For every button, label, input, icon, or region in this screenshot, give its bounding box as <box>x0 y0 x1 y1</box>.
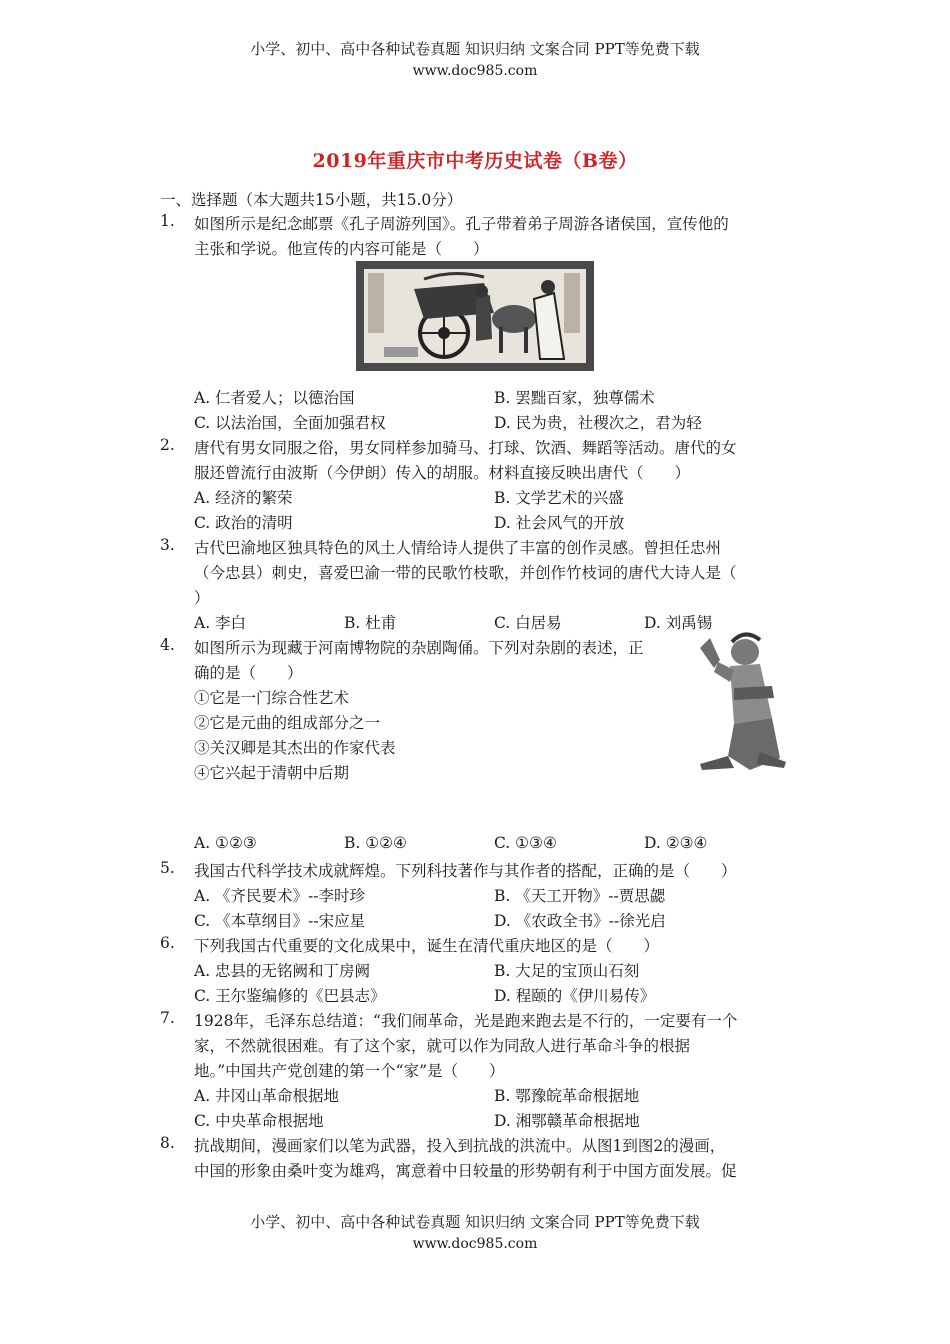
option-c: C. 《本草纲目》--宋应星 <box>194 912 366 930</box>
zaju-figurine-image <box>690 628 790 773</box>
question-stem: 1928年，毛泽东总结道：“我们闹革命，光是跑来跑去是不行的，一定要有一个 <box>194 1012 738 1030</box>
question-stem: 下列我国古代重要的文化成果中，诞生在清代重庆地区的是（ ） <box>194 937 660 955</box>
question-stem: 地。”中国共产党创建的第一个“家”是（ ） <box>194 1062 505 1080</box>
option-b: B. ①②④ <box>344 834 407 852</box>
question-stem: 我国古代科学技术成就辉煌。下列科技著作与其作者的搭配，正确的是（ ） <box>194 862 737 880</box>
question-stem: 古代巴渝地区独具特色的风土人情给诗人提供了丰富的创作灵感。曾担任忠州 <box>194 539 722 557</box>
statement-1: ①它是一门综合性艺术 <box>194 689 350 707</box>
question-stem: 唐代有男女同服之俗，男女同样参加骑马、打球、饮酒、舞蹈等活动。唐代的女 <box>194 439 737 457</box>
option-c: C. 以法治国，全面加强君权 <box>194 414 386 432</box>
question-number: 7. <box>160 1009 175 1027</box>
option-a: A. 《齐民要术》--李时珍 <box>194 887 366 905</box>
footer-text: 小学、初中、高中各种试卷真题 知识归纳 文案合同 PPT等免费下载 <box>250 1213 700 1231</box>
option-b: B. 罢黜百家，独尊儒术 <box>494 389 655 407</box>
option-d: D. 程颐的《伊川易传》 <box>494 987 656 1005</box>
question-stem: ） <box>194 589 210 607</box>
option-a: A. 李白 <box>194 614 247 632</box>
option-a: A. ①②③ <box>194 834 257 852</box>
question-number: 5. <box>160 859 175 877</box>
footer-url: www.doc985.com <box>412 1236 538 1252</box>
question-stem: （今忠县）刺史，喜爱巴渝一带的民歌竹枝歌，并创作竹枝词的唐代大诗人是（ <box>194 564 737 582</box>
option-d: D. 社会风气的开放 <box>494 514 625 532</box>
question-stem: 如图所示为现藏于河南博物院的杂剧陶俑。下列对杂剧的表述，正 <box>194 639 644 657</box>
section-heading: 一、选择题（本大题共15小题，共15.0分） <box>160 191 463 209</box>
option-b: B. 杜甫 <box>344 614 397 632</box>
option-a: A. 井冈山革命根据地 <box>194 1087 340 1105</box>
confucius-stamp-image <box>356 261 594 371</box>
header-text: 小学、初中、高中各种试卷真题 知识归纳 文案合同 PPT等免费下载 <box>250 40 700 58</box>
page-footer <box>0 1211 950 1255</box>
stamp-illustration <box>364 269 586 363</box>
option-b: B. 文学艺术的兴盛 <box>494 489 624 507</box>
option-c: C. 王尔鉴编修的《巴县志》 <box>194 987 386 1005</box>
option-d: D. 刘禹锡 <box>644 614 713 632</box>
option-d: D. 湘鄂赣革命根据地 <box>494 1112 640 1130</box>
option-b: B. 鄂豫皖革命根据地 <box>494 1087 640 1105</box>
exam-title: 2019年重庆市中考历史试卷（B卷） <box>312 150 638 172</box>
question-stem: 确的是（ ） <box>194 664 303 682</box>
option-a: A. 经济的繁荣 <box>194 489 293 507</box>
question-stem: 抗战期间，漫画家们以笔为武器，投入到抗战的洪流中。从图1到图2的漫画， <box>194 1137 726 1155</box>
statement-2: ②它是元曲的组成部分之一 <box>194 714 381 732</box>
question-number: 2. <box>160 436 175 454</box>
option-a: A. 仁者爱人；以德治国 <box>194 389 355 407</box>
question-number: 3. <box>160 536 175 554</box>
option-d: D. ②③④ <box>644 834 708 852</box>
page-header <box>0 38 950 82</box>
option-c: C. 政治的清明 <box>194 514 293 532</box>
question-number: 1. <box>160 212 175 230</box>
option-c: C. ①③④ <box>494 834 557 852</box>
statement-4: ④它兴起于清朝中后期 <box>194 764 350 782</box>
question-number: 4. <box>160 636 175 654</box>
statement-3: ③关汉卿是其杰出的作家代表 <box>194 739 396 757</box>
question-number: 6. <box>160 934 175 952</box>
option-d: D. 《农政全书》--徐光启 <box>494 912 666 930</box>
question-stem: 如图所示是纪念邮票《孔子周游列国》。孔子带着弟子周游各诸侯国，宣传他的 <box>194 215 729 233</box>
question-stem: 主张和学说。他宣传的内容可能是（ ） <box>194 240 489 258</box>
option-d: D. 民为贵，社稷次之，君为轻 <box>494 414 702 432</box>
option-c: C. 白居易 <box>494 614 562 632</box>
question-number: 8. <box>160 1134 175 1152</box>
option-c: C. 中央革命根据地 <box>194 1112 324 1130</box>
question-stem: 中国的形象由桑叶变为雄鸡，寓意着中日较量的形势朝有利于中国方面发展。促 <box>194 1162 737 1180</box>
option-b: B. 《天工开物》--贾思勰 <box>494 887 666 905</box>
header-url: www.doc985.com <box>412 63 538 79</box>
question-stem: 服还曾流行由波斯（今伊朗）传入的胡服。材料直接反映出唐代（ ） <box>194 464 691 482</box>
option-b: B. 大足的宝顶山石刻 <box>494 962 640 980</box>
option-a: A. 忠县的无铭阙和丁房阙 <box>194 962 371 980</box>
question-stem: 家，不然就很困难。有了这个家，就可以作为同敌人进行革命斗争的根据 <box>194 1037 691 1055</box>
